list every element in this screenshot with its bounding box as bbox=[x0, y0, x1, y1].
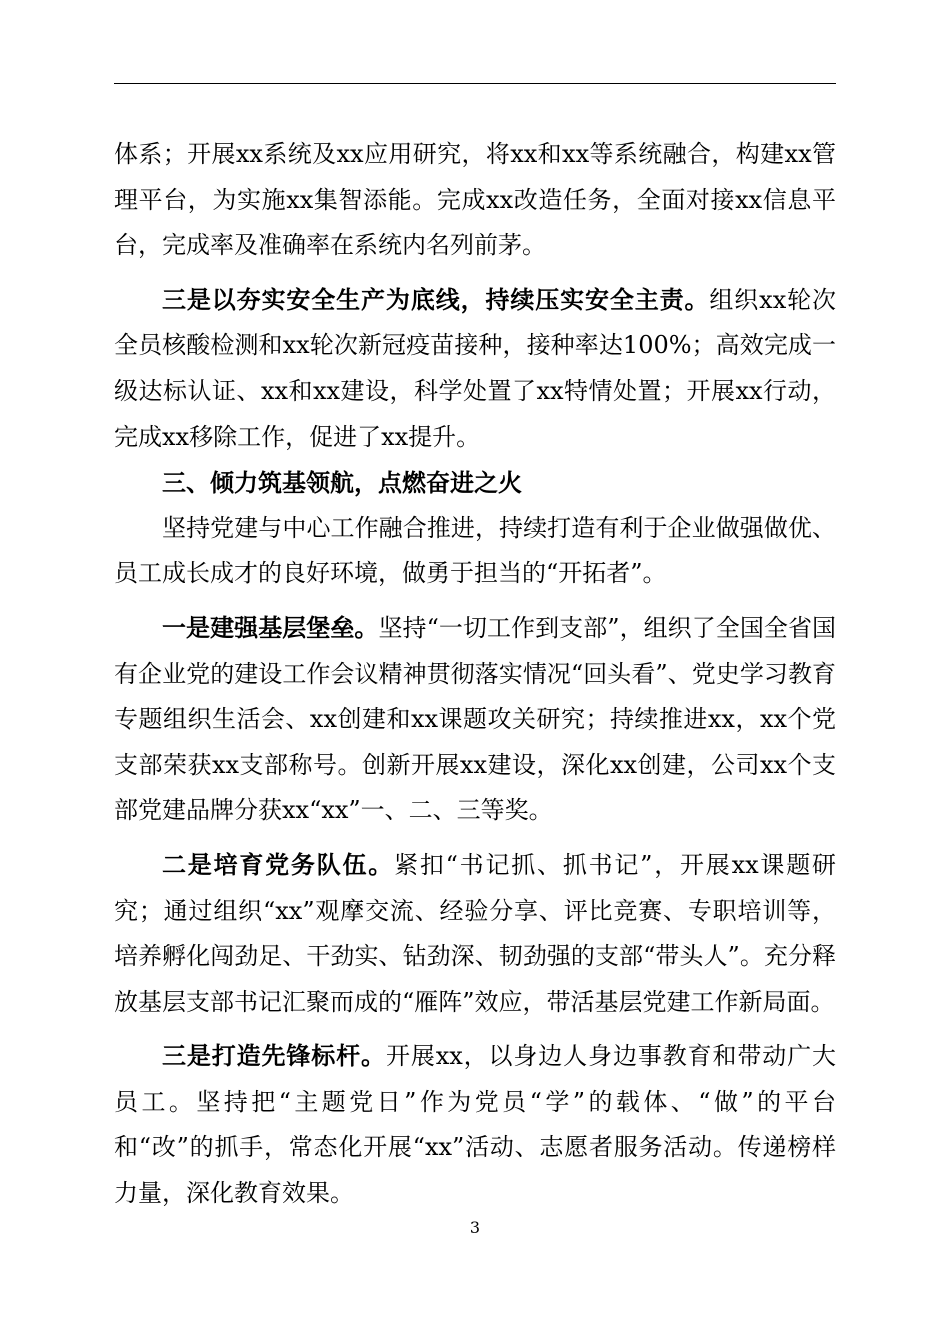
paragraph-intro bbox=[114, 506, 836, 597]
page-number: 3 bbox=[469, 1218, 481, 1237]
paragraph-lead: 三是打造先锋标杆。 bbox=[162, 1041, 386, 1071]
paragraph-text: 开展xx，以身边人身边事教育和带动广大员工。坚持把“主题党日”作为党员“学”的载体、“做”的平台和“改”的抓手，常态化开展“xx”活动、志愿者服务活动。传递榜样力量，深化教育效果。 bbox=[114, 1042, 836, 1208]
paragraph-text: 坚持“一切工作到支部”，组织了全国全省国有企业党的建设工作会议精神贯彻落实情况“回头看”、党史学习教育专题组织生活会、xx创建和xx课题攻关研究；持续推进xx，xx个党支部荣获xx支部称号。创新开展xx建设，深化xx创建，公司xx个支部党建品牌分获xx“xx”一、二、三等奖。 bbox=[114, 613, 836, 825]
header-rule bbox=[114, 83, 836, 84]
paragraph-lead: 一是建强基层堡垒。 bbox=[162, 612, 379, 642]
document-body bbox=[114, 132, 836, 1217]
paragraph-grassroots bbox=[114, 605, 836, 834]
paragraph-text: 体系；开展xx系统及xx应用研究，将xx和xx等系统融合，构建xx管理平台，为实施xx集智添能。完成xx改造任务，全面对接xx信息平台，完成率及准确率在系统内名列前茅。 bbox=[114, 140, 836, 260]
paragraph-safety bbox=[114, 277, 836, 460]
paragraph-lead: 三是以夯实安全生产为底线，持续压实安全主责。 bbox=[162, 284, 710, 314]
section-heading: 三、倾力筑基领航，点燃奋进之火 bbox=[162, 468, 522, 498]
paragraph-text: 紧扣“书记抓、抓书记”，开展xx课题研究；通过组织“xx”观摩交流、经验分享、评比竞赛、专职培训等，培养孵化闯劲足、干劲实、钻劲深、韧劲强的支部“带头人”。充分释放基层支部书记汇聚而成的“雁阵”效应，带活基层党建工作新局面。 bbox=[114, 850, 837, 1016]
paragraph-lead: 二是培育党务队伍。 bbox=[162, 849, 395, 879]
paragraph-pioneer bbox=[114, 1033, 836, 1216]
paragraph-text: 坚持党建与中心工作融合推进，持续打造有利于企业做强做优、员工成长成才的良好环境，做勇于担当的“开拓者”。 bbox=[114, 513, 836, 588]
paragraph-continuation bbox=[114, 132, 836, 269]
paragraph-text: 组织xx轮次全员核酸检测和xx轮次新冠疫苗接种，接种率达100%；高效完成一级达标认证、xx和xx建设，科学处置了xx特情处置；开展xx行动，完成xx移除工作，促进了xx提升。 bbox=[114, 285, 837, 451]
paragraph-party-team bbox=[114, 842, 836, 1025]
